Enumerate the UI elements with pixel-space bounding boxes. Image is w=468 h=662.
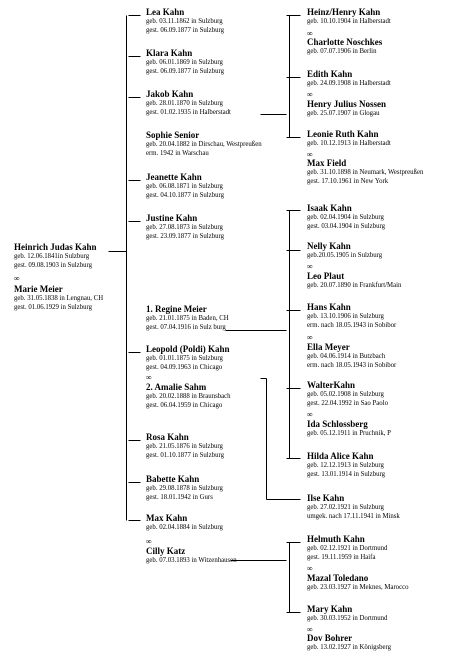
marriage-symbol: ∞ — [307, 29, 313, 38]
person-detail-jakob: gest. 01.02.1935 in Halberstadt — [146, 108, 231, 116]
person-detail-max: geb. 02.04.1884 in Sulzburg — [146, 524, 223, 531]
person-detail-regine: geb. 21.01.1875 in Baden, CH — [146, 315, 229, 322]
person-detail-hilda: geb. 12.12.1913 in Sulzburg — [307, 462, 384, 469]
person-name-ida: Ida Schlossberg — [307, 419, 368, 429]
person-detail-ida: geb. 05.12.1911 in Pruchnik, P — [307, 430, 391, 437]
person-name-leo: Leo Plaut — [307, 271, 345, 281]
person-name-mazal: Mazal Toledano — [307, 573, 369, 583]
person-detail-jeanette: geb. 06.08.1871 in Sulzburg — [146, 183, 223, 190]
person-detail-regine: gest. 07.04.1916 in Sulz burg — [146, 323, 226, 331]
marriage-symbol: ∞ — [307, 333, 313, 342]
person-detail-rosa: gest. 01.10.1877 in Sulzburg — [146, 451, 225, 459]
person-name-babette: Babette Kahn — [146, 474, 200, 484]
person-name-charlotte: Charlotte Noschkes — [307, 37, 383, 47]
person-detail-dov: geb. 13.02.1927 in Königsberg — [307, 644, 392, 651]
person-detail-sophie: geb. 20.04.1882 in Dirschau, Westpreußen — [146, 141, 262, 148]
person-name-walter: WalterKahn — [307, 380, 356, 390]
person-detail-amalie: geb. 20.02.1888 in Braunsbach — [146, 393, 231, 400]
person-detail-lea: geb. 03.11.1862 in Sulzburg — [146, 18, 223, 25]
person-name-dov: Dov Bohrer — [307, 633, 353, 643]
person-detail-marie: gest. 01.06.1929 in Sulzburg — [14, 303, 93, 311]
person-name-henry: Henry Julius Nossen — [307, 99, 387, 109]
person-detail-isaak: geb. 02.04.1904 in Sulzburg — [307, 214, 384, 221]
person-detail-nelly: geb.20.05.1905 in Sulzburg — [307, 252, 383, 259]
person-name-isaak: Isaak Kahn — [307, 203, 352, 213]
person-detail-hans: erm. nach 18.05.1943 in Sobibor — [307, 321, 397, 329]
person-detail-marie: geb. 31.05.1838 in Lengnau, CH — [14, 295, 104, 302]
person-name-sophie: Sophie Senior — [146, 130, 200, 140]
person-name-jeanette: Jeanette Kahn — [146, 172, 202, 182]
person-detail-heinz: geb. 10.10.1904 in Halberstadt — [307, 18, 391, 25]
person-detail-helmuth: gest. 19.11.1959 in Haifa — [307, 553, 376, 561]
person-name-cilly: Cilly Katz — [146, 546, 186, 556]
person-detail-hans: geb. 13.10.1906 in Sulzburg — [307, 313, 384, 320]
person-name-ella: Ella Meyer — [307, 342, 350, 352]
person-detail-mazal: geb. 23.03.1927 in Meknes, Marocco — [307, 584, 409, 591]
person-detail-justine: geb. 27.08.1873 in Sulzburg — [146, 224, 223, 231]
person-detail-helmuth: geb. 02.12.1921 in Dortmund — [307, 545, 388, 552]
marriage-symbol: ∞ — [307, 262, 313, 271]
person-name-leonie: Leonie Ruth Kahn — [307, 129, 379, 139]
person-name-marie: Marie Meier — [14, 284, 63, 294]
person-detail-henry: geb. 25.07.1907 in Glogau — [307, 110, 380, 117]
person-detail-sophie: erm. 1942 in Warschau — [146, 149, 209, 157]
marriage-symbol: ∞ — [307, 150, 313, 159]
person-name-heinz: Heinz/Henry Kahn — [307, 7, 381, 17]
person-detail-ella: erm. nach 18.05.1943 in Sobibor — [307, 361, 397, 369]
person-detail-lea: gest. 06.09.1877 in Sulzburg — [146, 26, 225, 34]
person-detail-walter: geb. 05.02.1908 in Sulzburg — [307, 391, 384, 398]
person-name-justine: Justine Kahn — [146, 213, 198, 223]
person-detail-amalie: gest. 06.04.1959 in Chicago — [146, 401, 223, 409]
marriage-symbol: ∞ — [14, 274, 20, 283]
person-name-jakob: Jakob Kahn — [146, 89, 194, 99]
person-detail-cilly: geb. 07.03.1893 in Witzenhausen — [146, 557, 237, 564]
person-detail-edith: geb. 24.09.1908 in Halberstadt — [307, 80, 391, 87]
person-name-hans: Hans Kahn — [307, 302, 351, 312]
person-detail-leonie: geb. 10.12.1913 in Halberstadt — [307, 140, 391, 147]
person-name-amalie: 2. Amalie Sahm — [146, 382, 207, 392]
person-detail-mary: geb. 30.03.1952 in Dortmund — [307, 615, 388, 622]
marriage-symbol: ∞ — [146, 373, 152, 382]
person-name-helmuth: Helmuth Kahn — [307, 534, 365, 544]
person-name-nelly: Nelly Kahn — [307, 241, 351, 251]
person-name-heinrich: Heinrich Judas Kahn — [14, 242, 97, 252]
person-detail-walter: gest. 22.04.1992 in Sao Paolo — [307, 399, 388, 407]
person-detail-jakob: geb. 28.01.1870 in Sulzburg — [146, 100, 223, 107]
person-name-regine: 1. Regine Meier — [146, 304, 207, 314]
person-name-maxfield: Max Field — [307, 158, 347, 168]
marriage-symbol: ∞ — [307, 625, 313, 634]
person-detail-babette: geb. 29.08.1878 in Sulzburg — [146, 485, 223, 492]
person-detail-maxfield: gest. 17.10.1961 in New York — [307, 177, 389, 185]
person-detail-heinrich: gest. 09.08.1903 in Sulzburg — [14, 261, 93, 269]
person-detail-heinrich: geb. 12.06.1841in Sulzburg — [14, 253, 90, 260]
marriage-symbol: ∞ — [146, 537, 152, 546]
person-detail-hilda: gest. 13.01.1914 in Sulzburg — [307, 470, 386, 478]
person-detail-maxfield: geb. 31.10.1898 in Neumark, Westpreußen — [307, 169, 424, 176]
person-detail-rosa: geb. 21.05.1876 in Sulzburg — [146, 443, 223, 450]
person-name-klara: Klara Kahn — [146, 48, 193, 58]
person-name-edith: Edith Kahn — [307, 69, 353, 79]
person-detail-isaak: gest. 03.04.1904 in Sulzburg — [307, 222, 386, 230]
person-name-hilda: Hilda Alice Kahn — [307, 451, 374, 461]
person-detail-leo: geb. 20.07.1890 in Frankfurt/Main — [307, 282, 402, 289]
person-detail-ella: geb. 04.06.1914 in Butzbach — [307, 353, 386, 360]
person-name-max: Max Kahn — [146, 513, 188, 523]
person-detail-klara: geb. 06.01.1869 in Sulzburg — [146, 59, 223, 66]
person-detail-leopold: geb. 01.01.1875 in Sulzburg — [146, 355, 223, 362]
person-detail-charlotte: geb. 07.07.1906 in Berlin — [307, 48, 377, 55]
marriage-symbol: ∞ — [307, 90, 313, 99]
person-name-ilse: Ilse Kahn — [307, 493, 345, 503]
person-detail-babette: gest. 18.01.1942 in Gurs — [146, 493, 213, 501]
person-detail-ilse: geb. 27.02.1921 in Sulzburg — [307, 504, 384, 511]
person-name-mary: Mary Kahn — [307, 604, 353, 614]
person-detail-ilse: umgek. nach 17.11.1941 in Minsk — [307, 512, 400, 520]
person-detail-jeanette: gest. 04.10.1877 in Sulzburg — [146, 191, 225, 199]
marriage-symbol: ∞ — [307, 410, 313, 419]
marriage-symbol: ∞ — [307, 564, 313, 573]
person-detail-leopold: gest. 04.09.1963 in Chicago — [146, 363, 223, 371]
person-detail-justine: gest. 23.09.1877 in Sulzburg — [146, 232, 225, 240]
person-name-leopold: Leopold (Poldi) Kahn — [146, 344, 230, 354]
person-detail-klara: gest. 06.09.1877 in Sulzburg — [146, 67, 225, 75]
person-name-rosa: Rosa Kahn — [146, 432, 189, 442]
person-name-lea: Lea Kahn — [146, 7, 185, 17]
